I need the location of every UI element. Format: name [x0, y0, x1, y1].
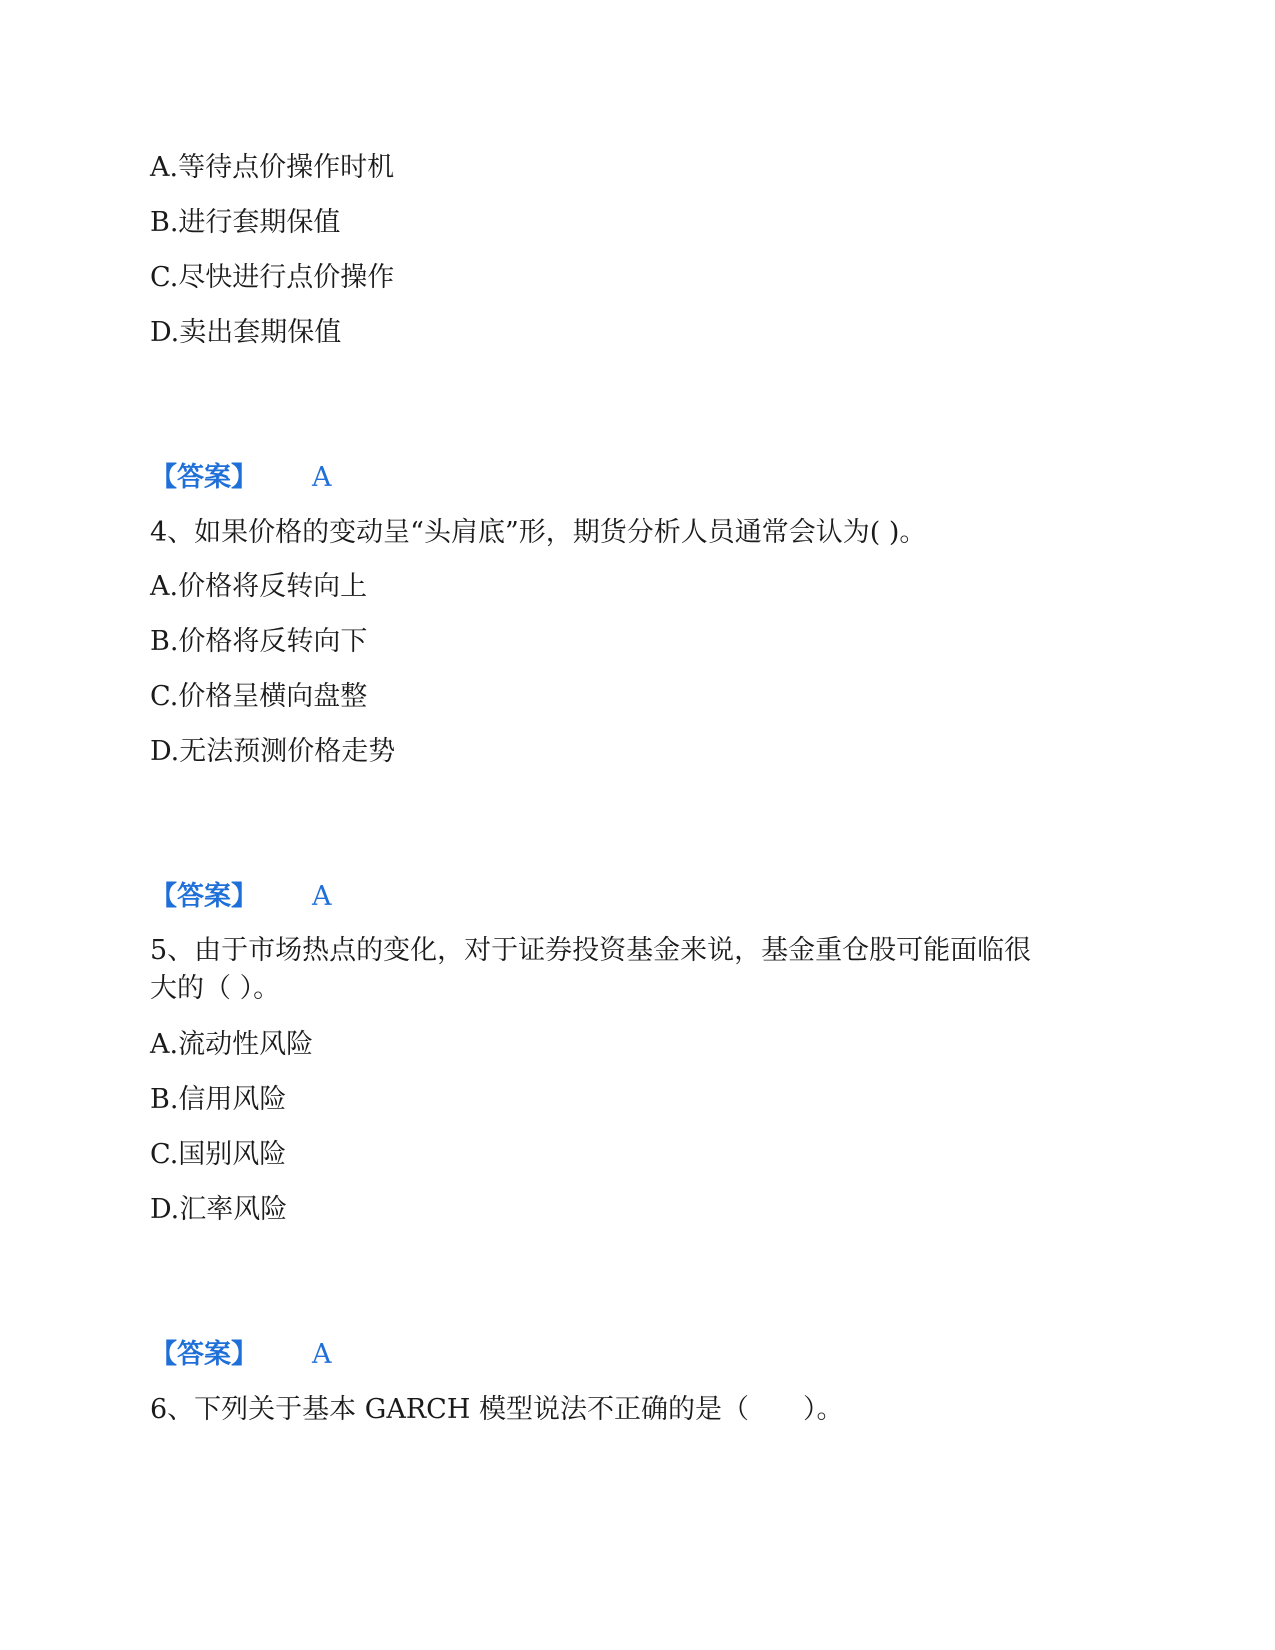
q4-option-a: A.价格将反转向上 [150, 571, 368, 602]
q3-answer [150, 461, 332, 495]
q5-answer-value: A [312, 1339, 332, 1370]
q3-option-d: D.卖出套期保值 [150, 317, 342, 348]
q4-option-c: C.价格呈横向盘整 [150, 681, 368, 712]
q4-option-b: B.价格将反转向下 [150, 626, 368, 657]
q3-answer-label: 【答案】 [150, 462, 258, 493]
q3-option-c: C.尽快进行点价操作 [150, 262, 395, 293]
q4-answer [150, 880, 332, 914]
q3-answer-value: A [312, 462, 332, 493]
q5-option-b: B.信用风险 [150, 1084, 287, 1115]
q5-answer [150, 1338, 332, 1372]
q4-answer-value: A [312, 881, 332, 912]
q6-question: 6、下列关于基本 GARCH 模型说法不正确的是（ ）。 [150, 1394, 844, 1425]
q4-answer-label: 【答案】 [150, 881, 258, 912]
q5-option-d: D.汇率风险 [150, 1194, 288, 1225]
q3-option-b: B.进行套期保值 [150, 207, 341, 238]
q5-option-a: A.流动性风险 [150, 1029, 314, 1060]
q3-option-a: A.等待点价操作时机 [150, 152, 395, 183]
q4-question: 4、如果价格的变动呈“头肩底”形，期货分析人员通常会认为( )。 [150, 517, 927, 548]
q5-question-line1: 5、由于市场热点的变化，对于证券投资基金来说，基金重仓股可能面临很 [150, 935, 1032, 966]
q4-option-d: D.无法预测价格走势 [150, 736, 396, 767]
q5-question-line2: 大的（ ）。 [150, 973, 281, 1004]
q5-option-c: C.国别风险 [150, 1139, 287, 1170]
q5-answer-label: 【答案】 [150, 1339, 258, 1370]
